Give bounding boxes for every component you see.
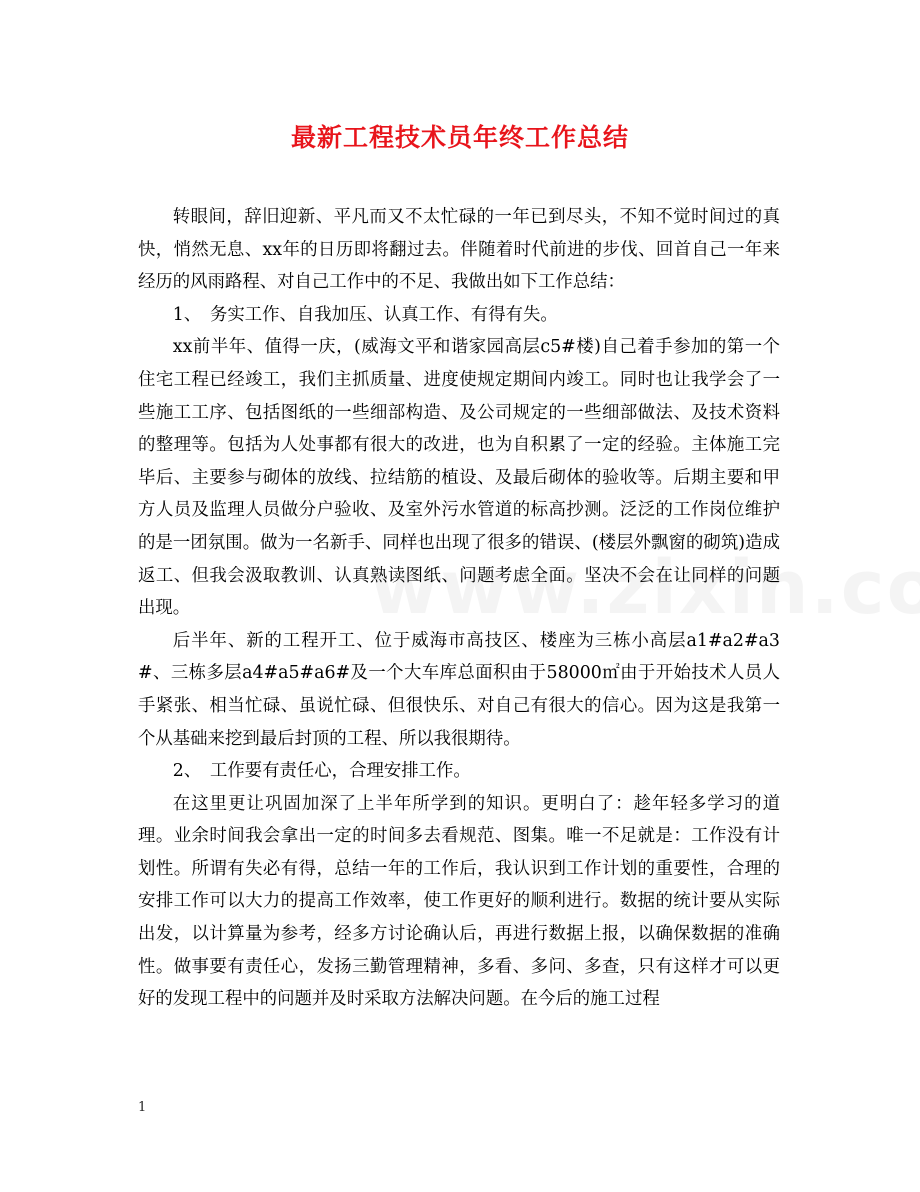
paragraph-responsibility: 在这里更让巩固加深了上半年所学到的知识。更明白了：趁年轻多学习的道理。业余时间我会拿出一定的时间多去看规范、图集。唯一不足就是：工作没有计划性。所谓有失必有得，总结一年的工作后，我认识到工作计划的重要性，合理的安排工作可以大力的提高工作效率，使工作更好的顺利进行。数据的统计要从实际出发，以计算量为参考，经多方讨论确认后，再进行数据上报，以确保数据的准确性。做事要有责任心，发扬三勤管理精神，多看、多问、多查，只有这样才可以更好的发现工程中的问题并及时采取方法解决问题。在今后的施工过程 — [138, 793, 780, 1010]
paragraph-second-half: 后半年、新的工程开工、位于威海市高技区、楼座为三栋小高层a1#a2#a3#、三栋多层a4#a5#a6#及一个大车库总面积由于58000㎡由于开始技术人员人手紧张、相当忙碌、虽说忙碌、但很快乐、对自己有很大的信心。因为这是我第一个从基础来挖到最后封顶的工程、所以我很期待。 — [138, 630, 780, 749]
section-heading-2: 2、 工作要有责任心，合理安排工作。 — [172, 761, 471, 782]
page-number: 1 — [138, 1100, 147, 1115]
section-heading-1: 1、 务实工作、自我加压、认真工作、有得有失。 — [172, 304, 558, 325]
paragraph-intro: 转眼间，辞旧迎新、平凡而又不太忙碌的一年已到尽头，不知不觉时间过的真快，悄然无息、xx年的日历即将翻过去。伴随着时代前进的步伐、回首自己一年来经历的风雨路程、对自己工作中的不足、我做出如下工作总结： — [138, 207, 780, 293]
document-title: 最新工程技术员年终工作总结 — [290, 123, 629, 152]
paragraph-first-half: xx前半年、值得一庆，(威海文平和谐家园高层c5#楼)自己着手参加的第一个住宅工程已经竣工，我们主抓质量、进度使规定期间内竣工。同时也让我学会了一些施工工序、包括图纸的一些细部构造、及公司规定的一些细部做法、及技术资料的整理等。包括为人处事都有很大的改进，也为自积累了一定的经验。主体施工完毕后、主要参与砌体的放线、拉结筋的植设、及最后砌体的验收等。后期主要和甲方人员及监理人员做分户验收、及室外污水管道的标高抄测。泛泛的工作岗位维护的是一团氛围。做为一名新手、同样也出现了很多的错误、(楼层外飘窗的砌筑)造成返工、但我会汲取教训、认真熟读图纸、问题考虑全面。坚决不会在让同样的问题出现。 — [138, 337, 780, 619]
document-body — [138, 201, 780, 1016]
